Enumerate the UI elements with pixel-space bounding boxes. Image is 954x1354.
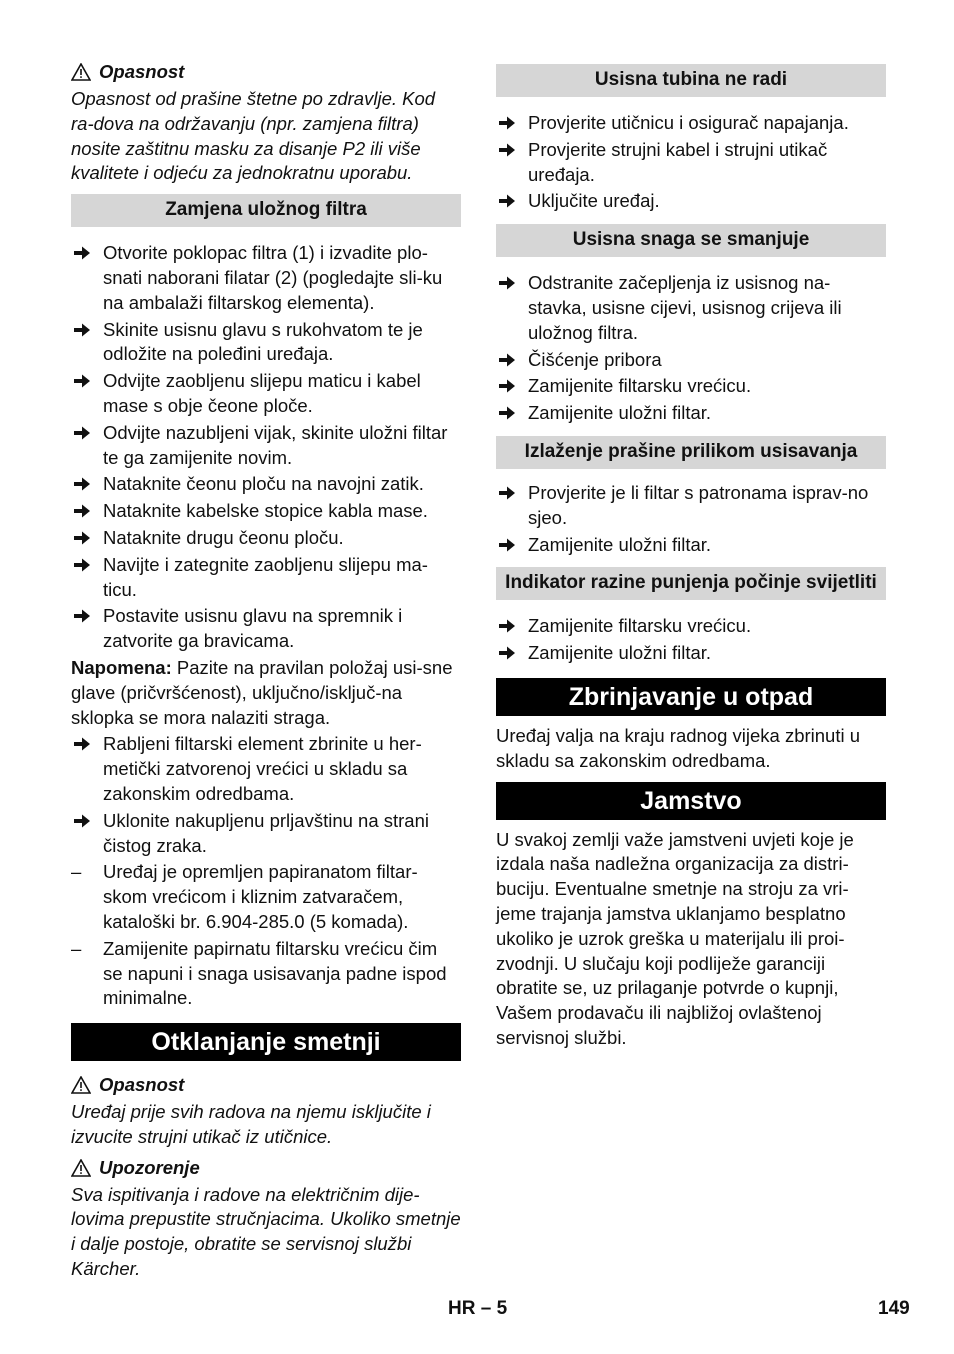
section-heading-disposal: Zbrinjavanje u otpad [496,678,886,716]
list-item [71,604,461,654]
list-item [496,481,886,531]
list-item [71,421,461,471]
note-label: Napomena: [71,656,172,678]
page-section-label: HR – 5 [448,1298,508,1319]
list-item [71,526,461,551]
list-item-text: Rabljeni filtarski element zbrinite u her-metički zatvorenoj vrećici u skladu sa zakonskim odredbama. [103,733,422,804]
list-item-text: Odstranite začepljenja iz usisnog na-stavka, usisne cijevi, usisnog crijeva ili uložnog filtra. [528,272,842,343]
arrow-bullet-icon [498,115,516,131]
list-item [496,111,886,136]
list-item-text: Zamijenite filtarsku vrećicu. [528,375,752,397]
list-item [496,641,886,666]
arrow-bullet-icon [73,373,91,389]
warning-triangle-icon [71,1159,91,1177]
dash-list [71,860,461,1011]
list-item-text: Čišćenje pribora [528,348,662,370]
list-item [496,271,886,345]
right-column [496,64,886,1051]
section-heading-troubleshooting: Otklanjanje smetnji [71,1023,461,1061]
danger-heading [71,60,461,84]
list-item-text: Nataknite čeonu ploču na navojni zatik. [103,473,424,495]
section-heading-filter-replacement: Zamjena uložnog filtra [71,194,461,227]
list-item [496,138,886,188]
note-text: Pazite na pravilan položaj usi-sne glave (pričvršćenost), uključno/isključ-na sklopka se mora nalaziti straga. [71,656,453,728]
section-heading-suction-decreasing: Usisna snaga se smanjuje [496,224,886,257]
list-item [71,472,461,497]
warning-triangle-icon [71,1076,91,1094]
section-heading-warranty: Jamstvo [496,782,886,820]
motor-checks-list [496,111,886,214]
page-number: 149 [878,1298,910,1319]
arrow-bullet-icon [73,245,91,261]
section-heading-fill-indicator: Indikator razine punjenja počinje svijetliti [496,567,886,600]
list-item [71,499,461,524]
list-item [496,533,886,558]
arrow-bullet-icon [73,557,91,573]
list-item-text: Provjerite utičnicu i osigurač napajanja. [528,112,849,133]
caution-text: Sva ispitivanja i radove na električnim dije-lovima prepustite stručnjacima. Ukoliko smetnje i dalje postoje, obratite se servisnoj službi Kärcher. [71,1183,461,1280]
list-item-text: Nataknite kabelske stopice kabla mase. [103,500,428,522]
left-column [71,60,461,1282]
dash-list-item [71,937,461,1011]
disposal-steps-list [71,732,461,858]
arrow-bullet-icon [498,405,516,421]
arrow-bullet-icon [498,142,516,158]
arrow-bullet-icon [73,608,91,624]
indicator-checks-list [496,614,886,666]
list-item [71,241,461,315]
disposal-text: Uređaj valja na kraju radnog vijeka zbrinuti u skladu sa zakonskim odredbama. [496,724,861,771]
warning-triangle-icon [71,63,91,81]
list-item [496,374,886,399]
arrow-bullet-icon [73,503,91,519]
danger-heading-2 [71,1073,461,1097]
list-item [71,553,461,603]
arrow-bullet-icon [498,378,516,394]
list-item [71,809,461,859]
list-item-text: Nataknite drugu čeonu ploču. [103,526,344,548]
section-heading-dust-escaping: Izlaženje prašine prilikom usisavanja [496,436,886,469]
dash-list-item [71,860,461,934]
list-item-text: Navijte i zategnite zaobljenu slijepu ma-ticu. [103,553,428,600]
danger-title-2: Opasnost [99,1074,185,1096]
arrow-bullet-icon [73,425,91,441]
dash-bullet: – [71,937,82,959]
list-item-text: Provjerite strujni kabel i strujni utikač uređaja. [528,138,828,185]
list-item [496,401,886,426]
list-item-text: Skinite usisnu glavu s rukohvatom te je odložite na poleđini uređaja. [103,318,423,365]
list-item-text: Odvijte nazubljeni vijak, skinite uložni filtar te ga zamijenite novim. [103,421,448,468]
list-item-text: Uređaj je opremljen papiranatom filtar-skom vrećicom i kliznim zatvaračem, kataloški br. 6.904-285.0 (5 komada). [103,861,418,932]
danger-title: Opasnost [99,61,185,82]
list-item [71,732,461,806]
list-item-text: Provjerite je li filtar s patronama isprav-no sjeo. [528,481,869,528]
list-item [496,348,886,373]
list-item-text: Zamijenite uložni filtar. [528,402,712,424]
list-item-text: Zamijenite filtarsku vrećicu. [528,615,752,637]
caution-heading [71,1156,461,1180]
list-item-text: Postavite usisnu glavu na spremnik i zatvorite ga bravicama. [103,605,403,652]
arrow-bullet-icon [498,618,516,634]
suction-checks-list [496,271,886,426]
list-item-text: Zamijenite papirnatu filtarsku vrećicu čim se napuni i snaga usisavanja padne ispod minimalne. [103,937,447,1009]
dash-bullet: – [71,861,82,883]
filter-steps-list [71,241,461,654]
danger-text-2: Uređaj prije svih radova na njemu isključite i izvucite strujni utikač iz utičnice. [71,1101,431,1147]
danger-text: Opasnost od prašine štetne po zdravlje. Kod ra-dova na održavanju (npr. zamjena filtra) nosite zaštitnu masku za disanje P2 ili više kvalitete i odjeću za jednokratnu uporabu. [71,88,436,184]
dust-checks-list [496,481,886,557]
list-item-text: Otvorite poklopac filtra (1) i izvadite plo-snati naborani filatar (2) (pogledajte sli-ku na ambalaži filtarskog elementa). [103,242,443,313]
caution-title: Upozorenje [99,1156,200,1178]
list-item [71,318,461,368]
section-heading-motor-not-working: Usisna tubina ne radi [496,64,886,97]
arrow-bullet-icon [498,352,516,368]
list-item [496,189,886,214]
list-item-text: Zamijenite uložni filtar. [528,533,712,555]
arrow-bullet-icon [498,645,516,661]
arrow-bullet-icon [498,485,516,501]
list-item-text: Zamijenite uložni filtar. [528,642,712,664]
arrow-bullet-icon [73,530,91,546]
list-item [71,369,461,419]
arrow-bullet-icon [498,275,516,291]
arrow-bullet-icon [498,537,516,553]
list-item-text: Uključite uređaj. [528,190,660,212]
arrow-bullet-icon [73,476,91,492]
arrow-bullet-icon [73,813,91,829]
list-item [496,614,886,639]
warranty-text: U svakoj zemlji važe jamstveni uvjeti koje je izdala naša nadležna organizacija za distri-buciju. Eventualne smetnje na stroju za vri-jeme trajanja jamstva uklanjamo besplatno ukoliko je uzrok greška u materijalu ili proi-zvodnji. U slučaju koji podliježe garanciji obratite se, uz prilaganje potvrde o kupnji, Vašem prodavaču ili najbližoj ovlaštenoj servisnoj službi. [496,828,854,1048]
note-paragraph [71,656,461,730]
arrow-bullet-icon [498,193,516,209]
list-item-text: Odvijte zaobljenu slijepu maticu i kabel mase s obje čeone ploče. [103,370,421,416]
arrow-bullet-icon [73,322,91,338]
arrow-bullet-icon [73,736,91,752]
list-item-text: Uklonite nakupljenu prljavštinu na strani čistog zraka. [103,809,429,856]
